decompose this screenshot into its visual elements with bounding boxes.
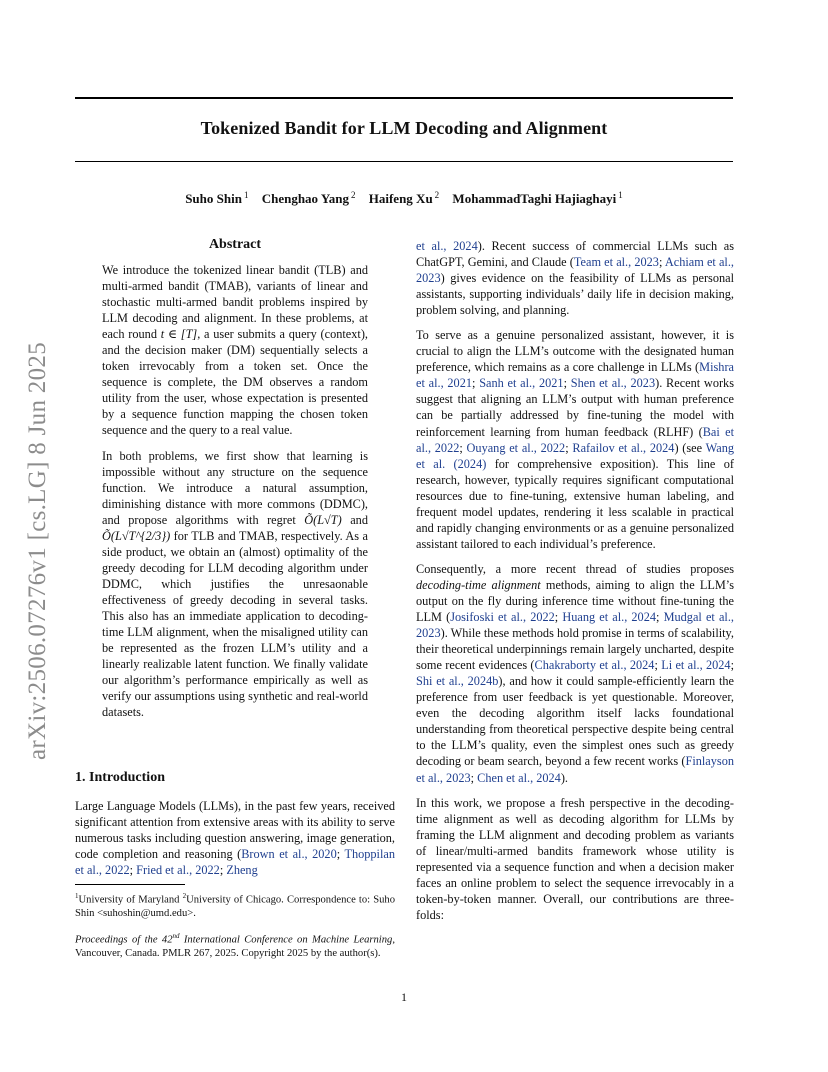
text-run: ; bbox=[730, 658, 734, 673]
text-run: ) gives evidence on the feasibility of LLMs as personal assistants, supporting individuals’ daily life in decision making, problem solving, and planning. bbox=[416, 271, 734, 318]
author-list bbox=[75, 190, 733, 207]
text-run: , a user submits a query (context), and the decision maker (DM) sequentially selects a token irrevocably from a token set. Once the sequence is complete, the DM observes a random utility from the user, whose expectation is presented by a sequence function mapping the chosen token sequence and the query to a real value. bbox=[102, 327, 368, 438]
author-affiliation-mark: 1 bbox=[243, 190, 249, 200]
text-run: and bbox=[341, 512, 368, 527]
math-inline: Õ(L√T) bbox=[304, 512, 342, 527]
author-name: Haifeng Xu bbox=[368, 191, 433, 207]
citation-link[interactable]: Mudgal et al., 2023 bbox=[416, 610, 734, 641]
citation-link[interactable]: et al., 2024 bbox=[416, 239, 478, 253]
right-column-body bbox=[416, 238, 734, 932]
text-run: University of Chicago. Correspondence to: Suho Shin <suhoshin@umd.edu>. bbox=[75, 894, 395, 920]
abstract-paragraph-2 bbox=[102, 448, 368, 721]
citation-link[interactable]: Rafailov et al., 2024 bbox=[572, 440, 675, 455]
citation-link[interactable]: Brown et al., 2020 bbox=[241, 847, 337, 862]
text-run: In this work, we propose a fresh perspective in the decoding-time alignment as well as decoding algorithm for LLMs by framing the LLM alignment and decoding problem as variants of linear/multi-armed bandits framework whose utility is represented via a sequence function and when a decision maker faces an online problem to select the sequence irrevocably in a token-by-token manner. Overall, our contributions are three-folds: bbox=[416, 795, 734, 922]
arxiv-identifier-stamp: arXiv:2506.07276v1 [cs.LG] 8 Jun 2025 bbox=[24, 342, 51, 760]
intro-paragraph-2 bbox=[416, 327, 734, 552]
text-run: To serve as a genuine personalized assistant, however, it is crucial to align the LLM’s outcome with the designated human preference, which remains as a core challenge in LLMs ( bbox=[416, 328, 734, 375]
math-inline: t ∈ [T] bbox=[160, 327, 198, 342]
author-4 bbox=[452, 191, 622, 206]
citation-link[interactable]: Shi et al., 2024b bbox=[416, 674, 499, 689]
text-run: In both problems, we first show that learning is impossible without any structure on the sequence function. We introduce a natural assumption, diminishing distance with more commons (DDMC), and propose algorithms with regret bbox=[102, 448, 368, 527]
text-run: Consequently, a more recent thread of studies proposes bbox=[416, 561, 734, 576]
text-run: We introduce the tokenized linear bandit (TLB) and multi-armed bandit (TMAB), variants of linear and stochastic multi-armed bandit problems inspired by LLM decoding and alignment. In these problems, at each round bbox=[102, 263, 368, 342]
footnote-mark: 2 bbox=[182, 892, 187, 900]
footnote-affiliations bbox=[75, 890, 395, 921]
math-inline: Õ(L√T^{2/3}) bbox=[102, 528, 171, 543]
text-run: University of Maryland bbox=[78, 894, 183, 906]
paper-title: Tokenized Bandit for LLM Decoding and Alignment bbox=[200, 118, 608, 138]
author-2 bbox=[262, 191, 356, 206]
footnote-proceedings bbox=[75, 930, 395, 961]
footnote-mark: 1 bbox=[75, 892, 79, 900]
text-run: 42 bbox=[161, 934, 173, 946]
intro-paragraph-4 bbox=[416, 795, 734, 923]
author-name: Suho Shin bbox=[185, 191, 242, 207]
citation-link[interactable]: Ouyang et al., 2022 bbox=[466, 440, 566, 455]
author-1 bbox=[185, 191, 248, 206]
text-run: Large Language Models (LLMs), in the past few years, received significant attention from extensive areas with its ability to serve numerous tasks including question answering, image generation, code completion and reasoning ( bbox=[75, 799, 395, 862]
citation-link[interactable]: Team et al., 2023 bbox=[573, 255, 659, 270]
text-run: ; bbox=[554, 610, 563, 625]
title-bottom-rule bbox=[75, 161, 733, 162]
text-run: ; bbox=[219, 863, 227, 878]
text-run: ) (see bbox=[674, 440, 706, 455]
text-run: ; bbox=[336, 847, 345, 862]
text-run: ; bbox=[563, 376, 571, 391]
text-run: ; bbox=[656, 610, 664, 625]
text-run: ). While these methods hold promise in terms of scalability, their theoretical underpinnings remain largely uncharted, despite some recent evidences ( bbox=[416, 626, 734, 673]
author-affiliation-mark: 2 bbox=[351, 190, 356, 200]
citation-link[interactable]: Mishra et al., 2021 bbox=[416, 360, 734, 391]
text-run: , Vancouver, Canada. PMLR 267, 2025. Copyright 2025 by the author(s). bbox=[75, 934, 395, 960]
text-run: ; bbox=[565, 440, 573, 455]
text-run: ; bbox=[470, 770, 478, 785]
citation-link[interactable]: Chakraborty et al., 2024 bbox=[534, 658, 655, 673]
author-affiliation-mark: 1 bbox=[618, 190, 623, 200]
text-run: ). Recent works suggest that aligning an LLM’s output with human preference can be partially addressed by fine-tuning the model with reinforcement learning from human feedback (RLHF) ( bbox=[416, 376, 734, 439]
abstract-heading: Abstract bbox=[208, 237, 262, 252]
text-run: ). Recent success of commercial LLMs such as ChatGPT, Gemini, and Claude ( bbox=[416, 239, 735, 270]
intro-paragraph-3 bbox=[416, 561, 734, 786]
author-name: Chenghao Yang bbox=[261, 191, 349, 207]
citation-link[interactable]: Achiam et al., 2023 bbox=[416, 255, 734, 286]
text-run: for TLB and TMAB, respectively. As a side product, we obtain an (almost) optimality of the greedy decoding for LLM decoding algorithm under DDMC, which justifies the unresaonable effectiveness of greedy decoding in several tasks. This also has an immediate application to decoding-time LLM alignment, when the misaligned utility can be represented as the frozen LLM’s utility and a linearly realizable latent function. We finally validate our algorithm’s performance empirically as well as verify our assumptions using synthetic and real-world datasets. bbox=[102, 528, 368, 720]
text-run: ; bbox=[654, 658, 662, 673]
section-heading-introduction: 1. Introduction bbox=[75, 770, 165, 785]
citation-link[interactable]: Li et al., 2024 bbox=[661, 658, 731, 673]
text-run: Proceedings of the bbox=[75, 934, 162, 946]
intro-paragraph-1 bbox=[75, 798, 395, 878]
text-run: ; bbox=[129, 863, 137, 878]
intro-paragraph-1-continued bbox=[416, 238, 734, 318]
citation-link[interactable]: Zheng bbox=[226, 863, 258, 878]
title-top-rule bbox=[75, 97, 733, 99]
footnote-mark: nd bbox=[172, 932, 180, 940]
page-number: 1 bbox=[401, 990, 407, 1004]
text-run: ; bbox=[472, 376, 480, 391]
text-run: ; bbox=[459, 440, 467, 455]
text-run: for comprehensive exposition). This line of research, however, typically requires significant computational resources due to fine-tuning, extensive human labeling, and frequent model updates, rendering it less scalable in practical and rapidly changing environments or as a genuine personalized assistant tailored to each individual’s preference. bbox=[416, 456, 734, 551]
footnote-rule bbox=[75, 884, 185, 885]
abstract-paragraph-1 bbox=[102, 262, 368, 439]
emphasis-text: decoding-time alignment bbox=[416, 577, 541, 592]
author-3 bbox=[369, 191, 439, 206]
citation-link[interactable]: Chen et al., 2024 bbox=[477, 770, 561, 785]
text-run: ). bbox=[560, 770, 568, 785]
citation-link[interactable]: Huang et al., 2024 bbox=[562, 610, 657, 625]
text-run: methods, aiming to align the LLM’s output on the fly during inference time without fine-tuning the LLM ( bbox=[416, 577, 734, 625]
citation-link[interactable]: Sanh et al., 2021 bbox=[479, 376, 564, 391]
text-run: ), and how it could sample-efficiently learn the preference from user feedback is yet questionable. Moreover, even the decoding algorithm itself lacks foundational understanding from theoretical perspective despite being central to the LLM’s quality, even the simplest ones such as greedy decoding or beam search, beyond a few recent works ( bbox=[416, 674, 734, 769]
text-run: International Conference on Machine Learning bbox=[179, 934, 393, 946]
citation-link[interactable]: Wang et al. (2024) bbox=[416, 440, 734, 471]
citation-link[interactable]: Finlayson et al., 2023 bbox=[416, 754, 734, 785]
citation-link[interactable]: Shen et al., 2023 bbox=[570, 376, 656, 391]
citation-link[interactable]: Bai et al., 2022 bbox=[416, 424, 735, 455]
author-affiliation-mark: 2 bbox=[434, 190, 440, 200]
citation-link[interactable]: Josifoski et al., 2022 bbox=[450, 610, 555, 625]
text-run: ; bbox=[658, 255, 665, 270]
introduction-body bbox=[75, 798, 395, 887]
citation-link[interactable]: Thoppilan et al., 2022 bbox=[75, 847, 395, 878]
author-name: MohammadTaghi Hajiaghayi bbox=[452, 191, 617, 207]
citation-link[interactable]: Fried et al., 2022 bbox=[136, 863, 220, 878]
abstract-body bbox=[102, 262, 368, 729]
